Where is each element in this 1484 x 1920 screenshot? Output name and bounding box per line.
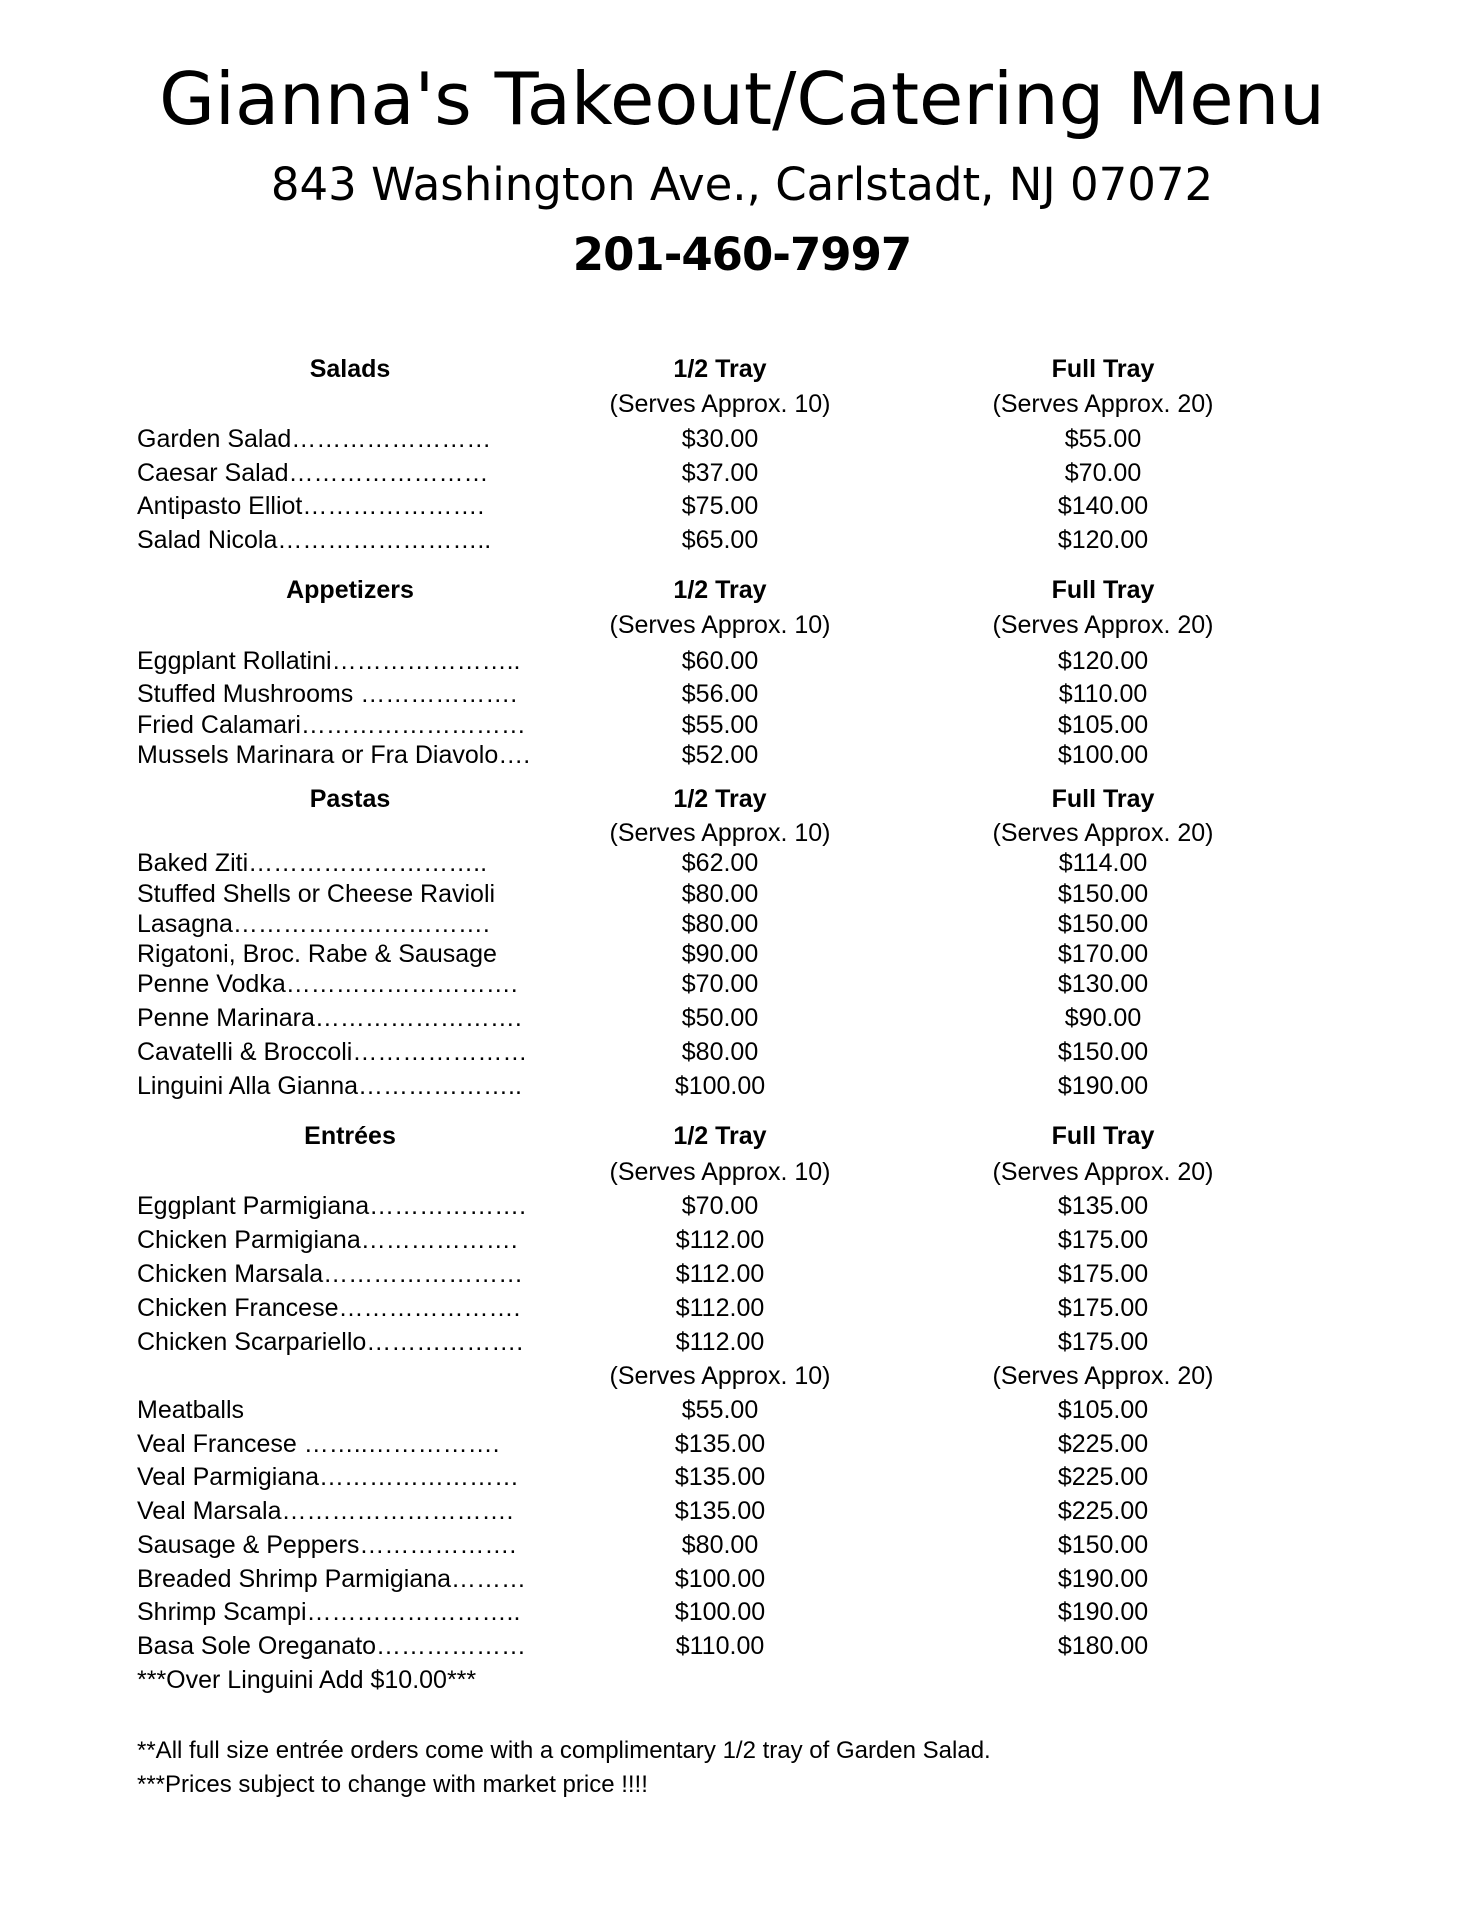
footer-note-complimentary: **All full size entrée orders come with a complimentary 1/2 tray of Garden Salad. bbox=[137, 1737, 991, 1764]
menu-item bbox=[0, 679, 1484, 709]
full-tray-price: $150.00 bbox=[1057, 1038, 1149, 1066]
section-title: Salads bbox=[309, 355, 391, 383]
item-name: Sausage & Peppers………………. bbox=[137, 1531, 517, 1559]
menu-item bbox=[0, 710, 1484, 740]
item-name: Veal Parmigiana…………………… bbox=[137, 1463, 520, 1491]
full-tray-price: $140.00 bbox=[1057, 492, 1149, 520]
half-tray-price: $80.00 bbox=[681, 1531, 759, 1559]
menu-item bbox=[0, 1293, 1484, 1323]
half-tray-price: $100.00 bbox=[674, 1072, 766, 1100]
half-tray-label: 1/2 Tray bbox=[673, 1122, 767, 1150]
full-tray-label: Full Tray bbox=[1051, 785, 1155, 813]
half-tray-price: $70.00 bbox=[681, 1192, 759, 1220]
half-tray-price: $100.00 bbox=[674, 1565, 766, 1593]
full-tray-price: $105.00 bbox=[1057, 1396, 1149, 1424]
half-tray-serves: (Serves Approx. 10) bbox=[609, 1158, 831, 1186]
half-tray-price: $65.00 bbox=[681, 526, 759, 554]
full-tray-price: $225.00 bbox=[1057, 1463, 1149, 1491]
full-tray-serves: (Serves Approx. 20) bbox=[992, 1362, 1214, 1390]
full-tray-price: $120.00 bbox=[1057, 647, 1149, 675]
half-tray-serves: (Serves Approx. 10) bbox=[609, 611, 831, 639]
item-name: Mussels Marinara or Fra Diavolo…. bbox=[137, 741, 531, 769]
section-title: Pastas bbox=[309, 785, 391, 813]
item-name: Caesar Salad…………………… bbox=[137, 459, 489, 487]
menu-item bbox=[0, 879, 1484, 909]
item-name: Lasagna…………………………. bbox=[137, 910, 490, 938]
half-tray-price: $110.00 bbox=[675, 1632, 765, 1660]
full-tray-serves: (Serves Approx. 20) bbox=[992, 1158, 1214, 1186]
half-tray-label: 1/2 Tray bbox=[673, 576, 767, 604]
serves-row bbox=[0, 818, 1484, 848]
half-tray-label: 1/2 Tray bbox=[673, 785, 767, 813]
full-tray-price: $225.00 bbox=[1057, 1430, 1149, 1458]
full-tray-serves: (Serves Approx. 20) bbox=[992, 611, 1214, 639]
half-tray-price: $112.00 bbox=[675, 1226, 765, 1254]
full-tray-price: $135.00 bbox=[1057, 1192, 1149, 1220]
full-tray-price: $114.00 bbox=[1058, 849, 1148, 877]
full-tray-price: $190.00 bbox=[1057, 1072, 1149, 1100]
linguini-addon-note: ***Over Linguini Add $10.00*** bbox=[137, 1666, 477, 1694]
menu-item bbox=[0, 1327, 1484, 1357]
half-tray-label: 1/2 Tray bbox=[673, 355, 767, 383]
full-tray-price: $170.00 bbox=[1057, 940, 1149, 968]
menu-item bbox=[0, 1071, 1484, 1101]
serves-row bbox=[0, 1361, 1484, 1391]
linguini-note bbox=[0, 1665, 1484, 1695]
menu-item bbox=[0, 1037, 1484, 1067]
menu-item bbox=[0, 646, 1484, 676]
half-tray-price: $100.00 bbox=[674, 1598, 766, 1626]
full-tray-price: $150.00 bbox=[1057, 1531, 1149, 1559]
footer-note-prices: ***Prices subject to change with market price !!!! bbox=[137, 1771, 648, 1798]
item-name: Salad Nicola…………………….. bbox=[137, 526, 492, 554]
section-title: Appetizers bbox=[286, 576, 414, 604]
menu-item bbox=[0, 1496, 1484, 1526]
item-name: Cavatelli & Broccoli………………… bbox=[137, 1038, 528, 1066]
item-name: Fried Calamari……………………… bbox=[137, 711, 526, 739]
section-header-appetizers bbox=[0, 575, 1484, 605]
half-tray-price: $90.00 bbox=[681, 940, 759, 968]
full-tray-price: $180.00 bbox=[1057, 1632, 1149, 1660]
item-name: Chicken Scarpariello………………. bbox=[137, 1328, 524, 1356]
menu-item bbox=[0, 1631, 1484, 1661]
item-name: Eggplant Parmigiana………………. bbox=[137, 1192, 527, 1220]
menu-item bbox=[0, 740, 1484, 770]
full-tray-price: $100.00 bbox=[1057, 741, 1149, 769]
section-header-entr-es bbox=[0, 1121, 1484, 1151]
full-tray-price: $150.00 bbox=[1057, 880, 1149, 908]
full-tray-price: $175.00 bbox=[1057, 1226, 1149, 1254]
serves-row bbox=[0, 389, 1484, 419]
item-name: Stuffed Mushrooms ………………. bbox=[137, 680, 518, 708]
full-tray-price: $190.00 bbox=[1057, 1598, 1149, 1626]
half-tray-price: $112.00 bbox=[675, 1294, 765, 1322]
half-tray-price: $75.00 bbox=[681, 492, 759, 520]
full-tray-price: $175.00 bbox=[1057, 1260, 1149, 1288]
full-tray-price: $190.00 bbox=[1057, 1565, 1149, 1593]
full-tray-price: $110.00 bbox=[1058, 680, 1148, 708]
menu-item bbox=[0, 1597, 1484, 1627]
menu-item bbox=[0, 491, 1484, 521]
full-tray-label: Full Tray bbox=[1051, 1122, 1155, 1150]
item-name: Baked Ziti……………………….. bbox=[137, 849, 488, 877]
half-tray-serves: (Serves Approx. 10) bbox=[609, 390, 831, 418]
half-tray-price: $52.00 bbox=[681, 741, 759, 769]
item-name: Penne Marinara……………………. bbox=[137, 1004, 522, 1032]
full-tray-price: $120.00 bbox=[1057, 526, 1149, 554]
full-tray-label: Full Tray bbox=[1051, 355, 1155, 383]
half-tray-price: $50.00 bbox=[681, 1004, 759, 1032]
full-tray-serves: (Serves Approx. 20) bbox=[992, 819, 1214, 847]
half-tray-price: $135.00 bbox=[674, 1430, 766, 1458]
half-tray-price: $135.00 bbox=[674, 1463, 766, 1491]
item-name: Rigatoni, Broc. Rabe & Sausage bbox=[137, 940, 497, 968]
full-tray-price: $105.00 bbox=[1057, 711, 1149, 739]
half-tray-price: $55.00 bbox=[681, 711, 759, 739]
menu-item bbox=[0, 848, 1484, 878]
item-name: Veal Marsala………………………. bbox=[137, 1497, 514, 1525]
menu-item bbox=[0, 1259, 1484, 1289]
item-name: Eggplant Rollatini………………….. bbox=[137, 647, 521, 675]
menu-item bbox=[0, 1462, 1484, 1492]
half-tray-price: $55.00 bbox=[681, 1396, 759, 1424]
full-tray-price: $150.00 bbox=[1057, 910, 1149, 938]
half-tray-price: $112.00 bbox=[675, 1260, 765, 1288]
section-title: Entrées bbox=[304, 1122, 396, 1150]
full-tray-price: $225.00 bbox=[1057, 1497, 1149, 1525]
half-tray-price: $56.00 bbox=[681, 680, 759, 708]
half-tray-price: $37.00 bbox=[681, 459, 759, 487]
full-tray-label: Full Tray bbox=[1051, 576, 1155, 604]
half-tray-serves: (Serves Approx. 10) bbox=[609, 819, 831, 847]
half-tray-price: $30.00 bbox=[681, 425, 759, 453]
menu-item bbox=[0, 1395, 1484, 1425]
half-tray-price: $62.00 bbox=[681, 849, 759, 877]
item-name: Meatballs bbox=[137, 1396, 244, 1424]
half-tray-serves: (Serves Approx. 10) bbox=[609, 1362, 831, 1390]
half-tray-price: $80.00 bbox=[681, 1038, 759, 1066]
menu-item bbox=[0, 424, 1484, 454]
serves-row bbox=[0, 610, 1484, 640]
half-tray-price: $80.00 bbox=[681, 880, 759, 908]
item-name: Veal Francese ……..……………. bbox=[137, 1430, 500, 1458]
serves-row bbox=[0, 1157, 1484, 1187]
menu-item bbox=[0, 1429, 1484, 1459]
menu-item bbox=[0, 969, 1484, 999]
item-name: Penne Vodka………………………. bbox=[137, 970, 518, 998]
full-tray-price: $130.00 bbox=[1057, 970, 1149, 998]
menu-item bbox=[0, 1191, 1484, 1221]
restaurant-phone: 201-460-7997 bbox=[572, 228, 912, 281]
item-name: Garden Salad…………………… bbox=[137, 425, 492, 453]
menu-item bbox=[0, 458, 1484, 488]
menu-item bbox=[0, 1225, 1484, 1255]
half-tray-price: $70.00 bbox=[681, 970, 759, 998]
full-tray-serves: (Serves Approx. 20) bbox=[992, 390, 1214, 418]
full-tray-price: $90.00 bbox=[1064, 1004, 1142, 1032]
full-tray-price: $70.00 bbox=[1064, 459, 1142, 487]
menu-title: Gianna's Takeout/Catering Menu bbox=[159, 57, 1325, 141]
full-tray-price: $175.00 bbox=[1057, 1294, 1149, 1322]
menu-item bbox=[0, 1003, 1484, 1033]
item-name: Chicken Parmigiana………………. bbox=[137, 1226, 518, 1254]
item-name: Chicken Francese…………………. bbox=[137, 1294, 521, 1322]
half-tray-price: $80.00 bbox=[681, 910, 759, 938]
item-name: Chicken Marsala…………………… bbox=[137, 1260, 524, 1288]
half-tray-price: $112.00 bbox=[675, 1328, 765, 1356]
restaurant-address: 843 Washington Ave., Carlstadt, NJ 07072 bbox=[270, 158, 1214, 211]
menu-item bbox=[0, 909, 1484, 939]
full-tray-price: $175.00 bbox=[1057, 1328, 1149, 1356]
menu-item bbox=[0, 1564, 1484, 1594]
section-header-pastas bbox=[0, 784, 1484, 814]
menu-item bbox=[0, 939, 1484, 969]
item-name: Breaded Shrimp Parmigiana……… bbox=[137, 1565, 527, 1593]
menu-item bbox=[0, 1530, 1484, 1560]
item-name: Shrimp Scampi…………………….. bbox=[137, 1598, 521, 1626]
full-tray-price: $55.00 bbox=[1064, 425, 1142, 453]
section-header-salads bbox=[0, 354, 1484, 384]
half-tray-price: $135.00 bbox=[674, 1497, 766, 1525]
menu-item bbox=[0, 525, 1484, 555]
item-name: Linguini Alla Gianna……………….. bbox=[137, 1072, 522, 1100]
item-name: Basa Sole Oreganato……………… bbox=[137, 1632, 527, 1660]
item-name: Antipasto Elliot…………………. bbox=[137, 492, 485, 520]
half-tray-price: $60.00 bbox=[681, 647, 759, 675]
item-name: Stuffed Shells or Cheese Ravioli bbox=[137, 880, 496, 908]
